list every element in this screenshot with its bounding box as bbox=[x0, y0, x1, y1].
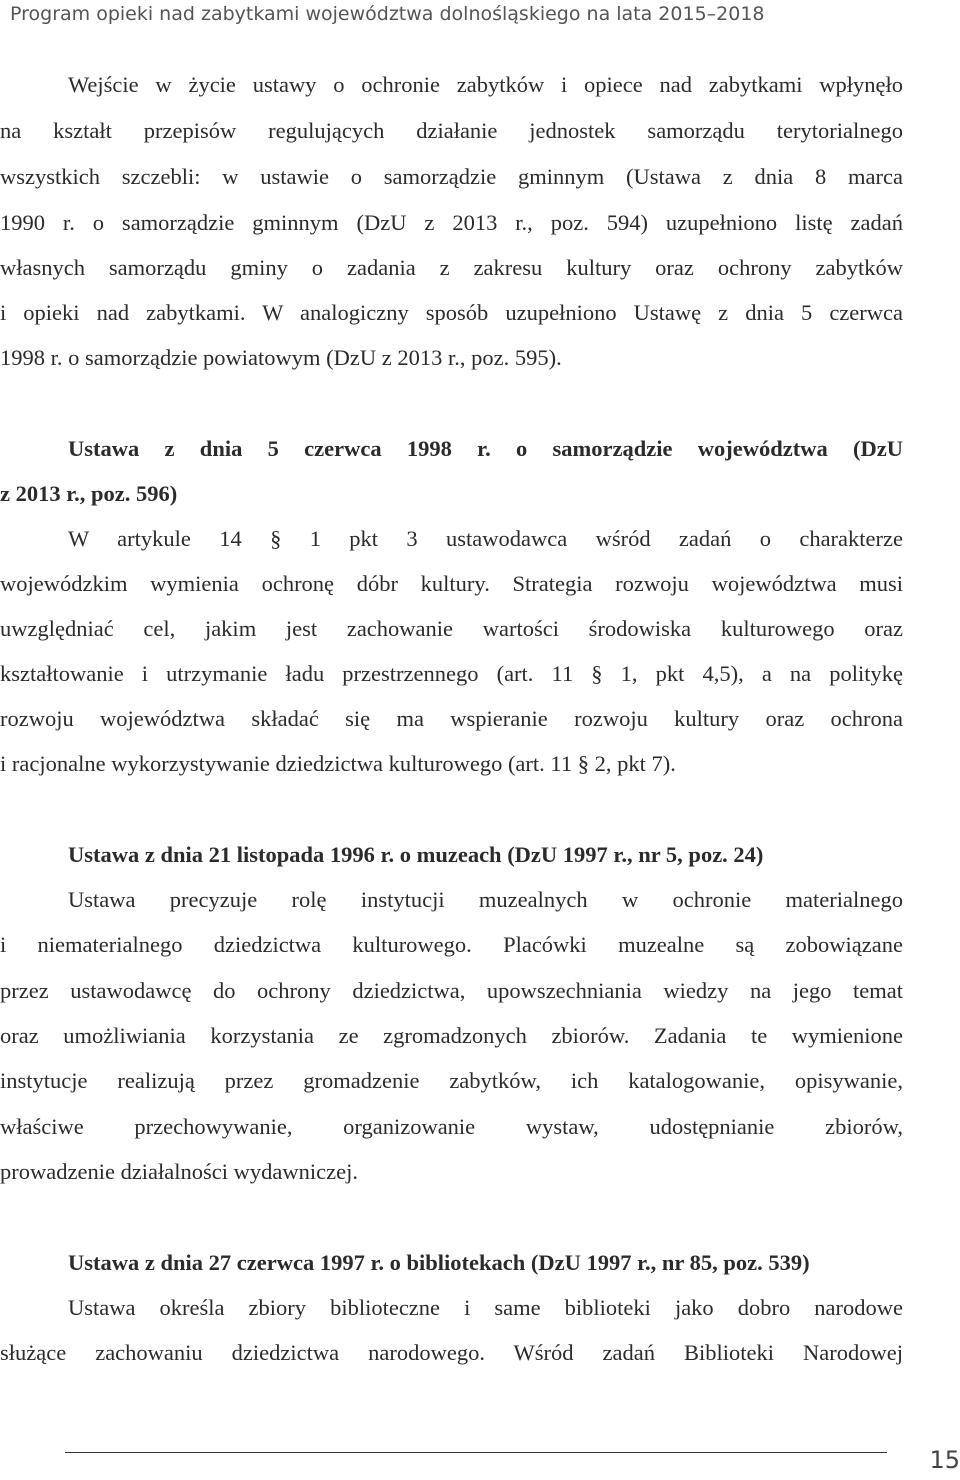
running-header: Program opieki nad zabytkami województwa dolnośląskiego na lata 2015–2018 bbox=[10, 3, 765, 25]
text-line: Wejście w życie ustawy o ochronie zabytków i opiece nad zabytkami wpłynęło bbox=[68, 72, 903, 97]
text-line: 1998 r. o samorządzie powiatowym (DzU z 2013 r., poz. 595). bbox=[0, 345, 562, 370]
text-line: wszystkich szczebli: w ustawie o samorządzie gminnym (Ustawa z dnia 8 marca bbox=[0, 164, 903, 189]
section-heading-line: Ustawa z dnia 5 czerwca 1998 r. o samorządzie województwa (DzU bbox=[68, 436, 903, 461]
footer-rule bbox=[65, 1452, 887, 1453]
text-line: kształtowanie i utrzymanie ładu przestrzennego (art. 11 § 1, pkt 4,5), a na politykę bbox=[0, 661, 903, 686]
text-line: Ustawa precyzuje rolę instytucji muzealnych w ochronie materialnego bbox=[68, 887, 903, 912]
text-line: przez ustawodawcę do ochrony dziedzictwa, upowszechniania wiedzy na jego temat bbox=[0, 978, 903, 1003]
text-line: rozwoju województwa składać się ma wspieranie rozwoju kultury oraz ochrona bbox=[0, 706, 903, 731]
text-line: instytucje realizują przez gromadzenie zabytków, ich katalogowanie, opisywanie, bbox=[0, 1068, 903, 1093]
section-heading-line: Ustawa z dnia 21 listopada 1996 r. o muzeach (DzU 1997 r., nr 5, poz. 24) bbox=[68, 842, 764, 867]
text-line: własnych samorządu gminy o zadania z zakresu kultury oraz ochrony zabytków bbox=[0, 255, 903, 280]
text-line: i racjonalne wykorzystywanie dziedzictwa kulturowego (art. 11 § 2, pkt 7). bbox=[0, 751, 676, 776]
page-number: 15 bbox=[929, 1446, 960, 1474]
text-line: 1990 r. o samorządzie gminnym (DzU z 2013 r., poz. 594) uzupełniono listę zadań bbox=[0, 210, 903, 235]
text-line: i opieki nad zabytkami. W analogiczny sposób uzupełniono Ustawę z dnia 5 czerwca bbox=[0, 300, 903, 325]
text-line: na kształt przepisów regulujących działanie jednostek samorządu terytorialnego bbox=[0, 118, 903, 143]
text-line: właściwe przechowywanie, organizowanie wystaw, udostępnianie zbiorów, bbox=[0, 1114, 903, 1139]
text-line: oraz umożliwiania korzystania ze zgromadzonych zbiorów. Zadania te wymienione bbox=[0, 1023, 903, 1048]
text-line: Ustawa określa zbiory biblioteczne i same biblioteki jako dobro narodowe bbox=[68, 1295, 903, 1320]
text-line: uwzględniać cel, jakim jest zachowanie wartości środowiska kulturowego oraz bbox=[0, 616, 903, 641]
text-line: W artykule 14 § 1 pkt 3 ustawodawca wśród zadań o charakterze bbox=[68, 526, 903, 551]
text-line: wojewódzkim wymienia ochronę dóbr kultury. Strategia rozwoju województwa musi bbox=[0, 571, 903, 596]
section-heading-line: Ustawa z dnia 27 czerwca 1997 r. o bibliotekach (DzU 1997 r., nr 85, poz. 539) bbox=[68, 1250, 810, 1275]
text-line: prowadzenie działalności wydawniczej. bbox=[0, 1159, 358, 1184]
text-line: i niematerialnego dziedzictwa kulturowego. Placówki muzealne są zobowiązane bbox=[0, 932, 903, 957]
section-heading-line: z 2013 r., poz. 596) bbox=[0, 481, 178, 506]
text-line: służące zachowaniu dziedzictwa narodowego. Wśród zadań Biblioteki Narodowej bbox=[0, 1340, 903, 1365]
